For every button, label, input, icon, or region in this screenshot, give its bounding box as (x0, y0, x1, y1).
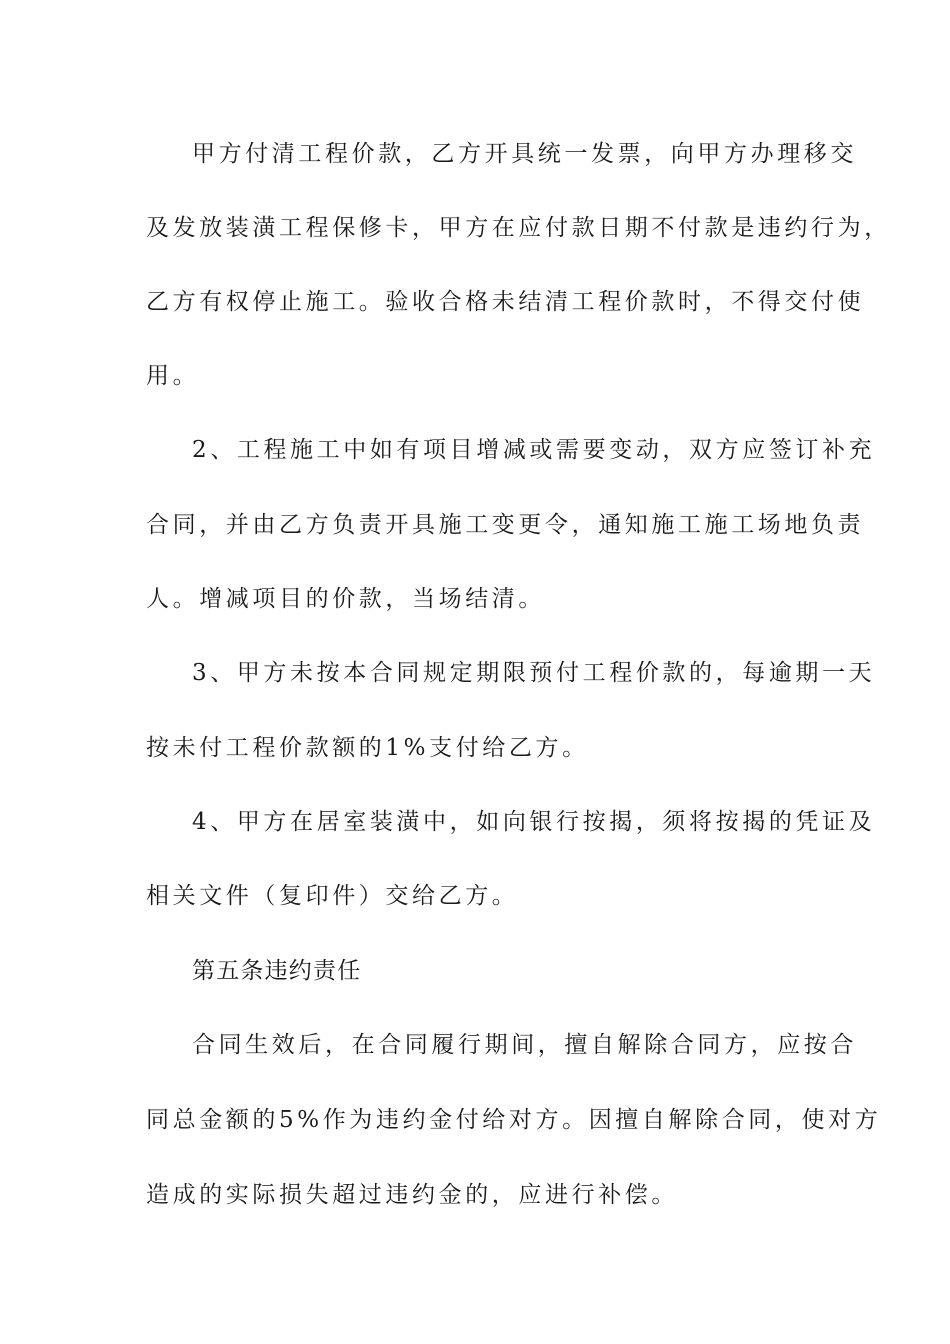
paragraph-line: 2、工程施工中如有项目增减或需要变动，双方应签订补充 (192, 437, 876, 463)
paragraph-line: 乙方有权停止施工。验收合格未结清工程价款时，不得交付使 (146, 289, 865, 315)
paragraph-line: 3、甲方未按本合同规定期限预付工程价款的，每逾期一天 (192, 660, 876, 686)
paragraph-line: 人。增减项目的价款，当场结清。 (146, 586, 545, 612)
paragraph-line: 造成的实际损失超过违约金的，应进行补偿。 (146, 1182, 678, 1208)
paragraph-line: 同总金额的5%作为违约金付给对方。因擅自解除合同，使对方 (146, 1107, 882, 1133)
section-heading: 第五条违约责任 (192, 958, 362, 984)
paragraph-line: 合同生效后，在合同履行期间，擅自解除合同方，应按合 (192, 1032, 857, 1058)
paragraph-line: 4、甲方在居室装潢中，如向银行按揭，须将按揭的凭证及 (192, 809, 876, 835)
paragraph-line: 及发放装潢工程保修卡，甲方在应付款日期不付款是违约行为， (146, 215, 891, 241)
paragraph-line: 甲方付清工程价款，乙方开具统一发票，向甲方办理移交 (192, 141, 857, 167)
paragraph-line: 按未付工程价款额的1%支付给乙方。 (146, 735, 589, 761)
paragraph-line: 合同，并由乙方负责开具施工变更令，通知施工施工场地负责 (146, 512, 865, 538)
paragraph-line: 用。 (146, 363, 200, 389)
paragraph-line: 相关文件（复印件）交给乙方。 (146, 883, 519, 909)
